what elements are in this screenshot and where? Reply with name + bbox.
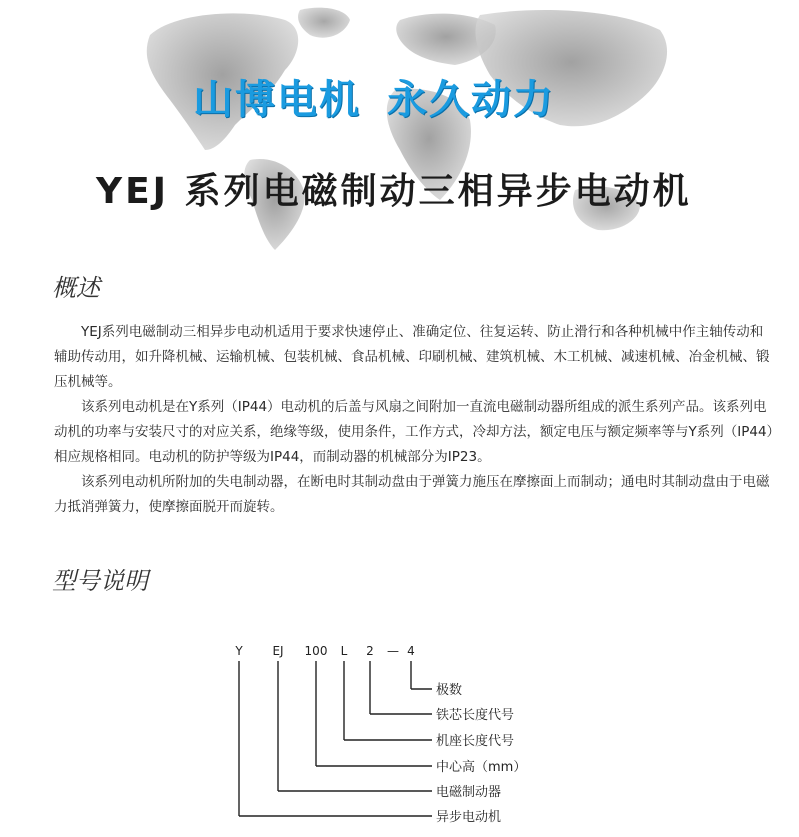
continent-greenland <box>298 8 350 38</box>
slogan <box>193 68 555 125</box>
overview-paragraph-3: 该系列电动机所附加的失电制动器，在断电时其制动盘由于弹簧力施压在摩擦面上而制动；通电时其制动盘由于电磁力抵消弹簧力，使摩擦面脱开而旋转。 <box>54 474 770 515</box>
code-part-dash: — <box>387 644 399 658</box>
code-part-ej: EJ <box>272 644 284 658</box>
label-brake: 电磁制动器 <box>436 785 502 800</box>
model-code-diagram <box>0 630 799 837</box>
code-part-4: 4 <box>407 644 415 658</box>
slogan-left: 山博电机 <box>193 77 361 123</box>
overview-paragraph-1: YEJ系列电磁制动三相异步电动机适用于要求快速停止、准确定位、往复运转、防止滑行和各种机械中作主轴传动和辅助传动用，如升降机械、运输机械、包装机械、食品机械、印刷机械、建筑机械、木工机械、减速机械、冶金机械、锻压机械等。 <box>54 324 770 390</box>
overview-heading: 概述 <box>52 274 100 302</box>
page-title: YEJ 系列电磁制动三相异步电动机 <box>96 171 692 212</box>
label-frame-length: 机座长度代号 <box>436 734 515 749</box>
label-async-motor: 异步电动机 <box>436 810 502 825</box>
label-center-height: 中心高（mm） <box>436 760 527 775</box>
overview-paragraph-2: 该系列电动机是在Y系列（IP44）电动机的后盖与风扇之间附加一直流电磁制动器所组成的派生系列产品。该系列电动机的功率与安装尺寸的对应关系，绝缘等级，使用条件，工作方式，冷却方法，额定电压与额定频率等与Y系列（IP44）相应规格相同。电动机的防护等级为IP44，而制动器的机械部分为IP23。 <box>54 399 774 465</box>
label-poles: 极数 <box>436 683 463 698</box>
code-part-100: 100 <box>304 644 328 658</box>
world-map-background <box>0 0 799 260</box>
code-part-y: Y <box>235 644 243 658</box>
code-part-2: 2 <box>366 644 374 658</box>
overview-body <box>54 320 774 520</box>
label-core-length: 铁芯长度代号 <box>436 708 515 723</box>
code-part-l: L <box>340 644 348 658</box>
model-heading: 型号说明 <box>52 567 148 595</box>
header-banner <box>0 0 799 260</box>
slogan-right: 永久动力 <box>387 77 555 123</box>
